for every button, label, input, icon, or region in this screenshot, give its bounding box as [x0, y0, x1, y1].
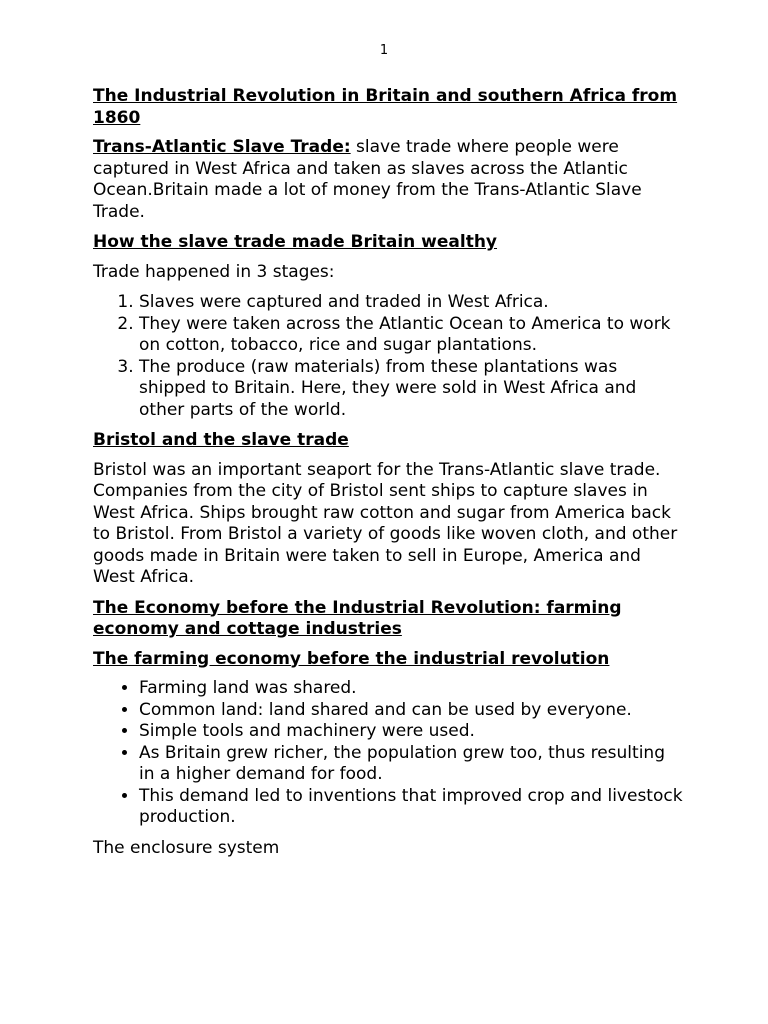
- list-item: • As Britain grew richer, the population grew too, thus resulting in a higher demand for food.: [139, 743, 683, 786]
- enclosure-text: The enclosure system: [93, 837, 280, 858]
- definition-paragraph: [93, 137, 683, 223]
- heading-wealthy: How the slave trade made Britain wealthy: [93, 232, 498, 252]
- bristol-paragraph: Bristol was an important seaport for the Trans-Atlantic slave trade. Companies from the city of Bristol sent ships to capture slaves in West Africa. Ships brought raw cotton and sugar from America back to Bristol. From Bristol a variety of goods like woven cloth, and other goods made in Britain were taken to sell in Europe, America and West Africa.: [93, 459, 678, 587]
- stages-intro: Trade happened in 3 stages:: [93, 261, 335, 282]
- list-item: • Common land: land shared and can be used by everyone.: [139, 700, 683, 722]
- list-item: • Farming land was shared.: [139, 678, 683, 700]
- stages-list: [93, 292, 683, 421]
- page-number: 1: [379, 43, 389, 58]
- heading-economy: The Economy before the Industrial Revolution: farming economy and cottage industries: [93, 597, 622, 639]
- list-item: • This demand led to inventions that improved crop and livestock production.: [139, 786, 683, 829]
- heading-bristol: Bristol and the slave trade: [93, 430, 349, 450]
- heading-farming: The farming economy before the industrial revolution: [93, 648, 610, 669]
- list-item: 1. Slaves were captured and traded in West Africa.: [139, 292, 683, 314]
- document-title: The Industrial Revolution in Britain and southern Africa from 1860: [93, 86, 678, 128]
- list-item: • Simple tools and machinery were used.: [139, 721, 683, 743]
- list-item: 3. The produce (raw materials) from these plantations was shipped to Britain. Here, they were sold in West Africa and other parts of the world.: [139, 357, 683, 422]
- definition-text: slave trade where people were captured in West Africa and taken as slaves across the Atlantic Ocean.Britain made a lot of money from the Trans-Atlantic Slave Trade.: [93, 137, 642, 222]
- list-item: 2. They were taken across the Atlantic Ocean to America to work on cotton, tobacco, rice and sugar plantations.: [139, 314, 683, 357]
- farming-list: [93, 678, 683, 829]
- definition-term: Trans-Atlantic Slave Trade:: [93, 137, 351, 157]
- document-body: [93, 86, 683, 868]
